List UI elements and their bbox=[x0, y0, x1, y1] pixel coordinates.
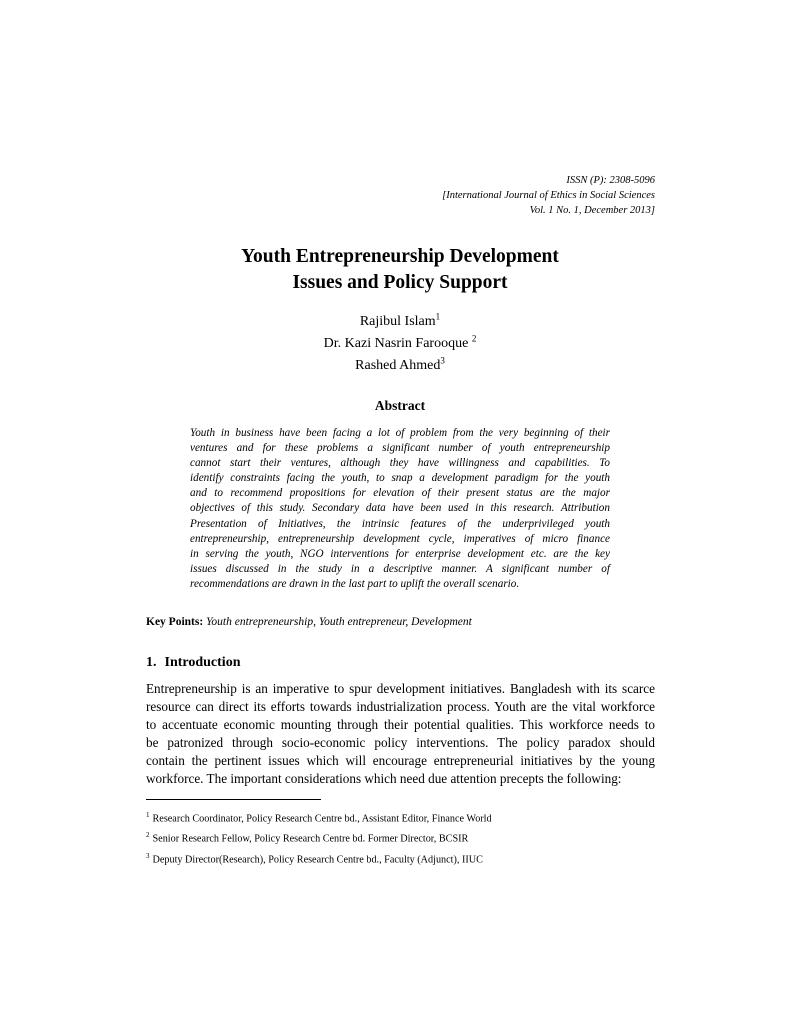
intro-line: workforce. The important considerations which need due attention precepts the following: bbox=[146, 771, 622, 786]
key-points-label: Key Points: bbox=[146, 616, 204, 628]
footnote-mark: 3 bbox=[146, 851, 150, 860]
author-2-footnote-mark: 2 bbox=[471, 333, 477, 344]
intro-line: be patronized through socio-economic policy interventions. The policy paradox should bbox=[146, 735, 655, 750]
issn-line: ISSN (P): 2308-5096 bbox=[566, 175, 655, 186]
abstract-line: ventures and for these problems a significant number of youth entrepreneurship bbox=[190, 442, 610, 455]
journal-name-line: [International Journal of Ethics in Social Sciences bbox=[442, 190, 655, 201]
footnotes bbox=[146, 807, 492, 868]
footnote-mark: 1 bbox=[146, 811, 150, 819]
abstract-heading: Abstract bbox=[374, 398, 426, 413]
key-points-text: Youth entrepreneurship, Youth entrepreneur, Development bbox=[206, 616, 472, 628]
author-2: Dr. Kazi Nasrin Farooque $^2$ bbox=[323, 333, 477, 351]
author-3-footnote-mark: 3 bbox=[440, 355, 445, 366]
abstract-line: and to recommend propositions for elevation of their present status are the major bbox=[190, 487, 610, 500]
abstract-line: identify constraints facing the youth, to snap a development paradigm for the youth bbox=[190, 472, 610, 485]
footnote-mark: 2 bbox=[146, 831, 150, 840]
abstract-line: cannot start their ventures, although they have willingness and capabilities. To bbox=[190, 457, 610, 470]
intro-line: resource can direct its efforts towards industrialization process. Youth are the vital workforce bbox=[146, 699, 655, 714]
author-1: Rajibul Islam$^1$ bbox=[359, 311, 441, 329]
author-list bbox=[0, 311, 800, 377]
author-1-footnote-mark: 1 bbox=[435, 311, 441, 322]
abstract-line: recommendations are drawn in the last part to uplift the overall scenario. bbox=[190, 577, 520, 590]
journal-volume-line: Vol. 1 No. 1, December 2013] bbox=[529, 205, 655, 216]
abstract-line: objectives of this study. Secondary data have been used in this research. Attribution bbox=[190, 502, 610, 515]
abstract-line: Youth in business have been facing a lot of problem from the very beginning of their bbox=[190, 427, 610, 439]
footnote-1 bbox=[146, 807, 492, 827]
abstract-line: Presentation of Initiatives, the intrinsic features of the underprivileged youth bbox=[190, 517, 610, 530]
title-line-2: Issues and Policy Support bbox=[292, 272, 508, 293]
footnote-3 bbox=[146, 848, 492, 868]
footnote-text: Research Coordinator, Policy Research Centre bd., Assistant Editor, Finance World bbox=[152, 813, 492, 825]
section-number: 1. bbox=[146, 655, 157, 670]
footnote-2 bbox=[146, 827, 492, 847]
footnote-text: Deputy Director(Research), Policy Research Centre bd., Faculty (Adjunct), IIUC bbox=[152, 854, 483, 866]
key-points bbox=[146, 616, 472, 628]
abstract-line: entrepreneurship, entrepreneurship development cycle, imperatives of micro finance bbox=[190, 532, 610, 545]
introduction-paragraph bbox=[146, 680, 655, 788]
title-line-1: Youth Entrepreneurship Development bbox=[241, 246, 559, 267]
intro-line: to accentuate economic mounting through their potential qualities. This workforce needs to bbox=[146, 717, 655, 732]
paper-title bbox=[0, 244, 800, 296]
journal-info bbox=[442, 173, 655, 218]
footnote-divider bbox=[146, 799, 321, 800]
intro-line: contain the pertinent issues which will encourage entrepreneurial initiatives by the young bbox=[146, 753, 655, 768]
section-heading-introduction bbox=[146, 655, 240, 671]
section-title: Introduction bbox=[164, 655, 241, 670]
abstract-line: issues discussed in the study in a descriptive manner. A significant number of bbox=[190, 562, 610, 575]
abstract-line: in serving the youth, NGO interventions for enterprise development etc. are the key bbox=[190, 547, 610, 560]
intro-line: Entrepreneurship is an imperative to spur development initiatives. Bangladesh with its scarce bbox=[146, 681, 655, 696]
footnote-text: Senior Research Fellow, Policy Research Centre bd. Former Director, BCSIR bbox=[152, 833, 469, 845]
author-3: Rashed Ahmed$^3$ bbox=[355, 355, 445, 373]
abstract-body bbox=[190, 426, 610, 592]
